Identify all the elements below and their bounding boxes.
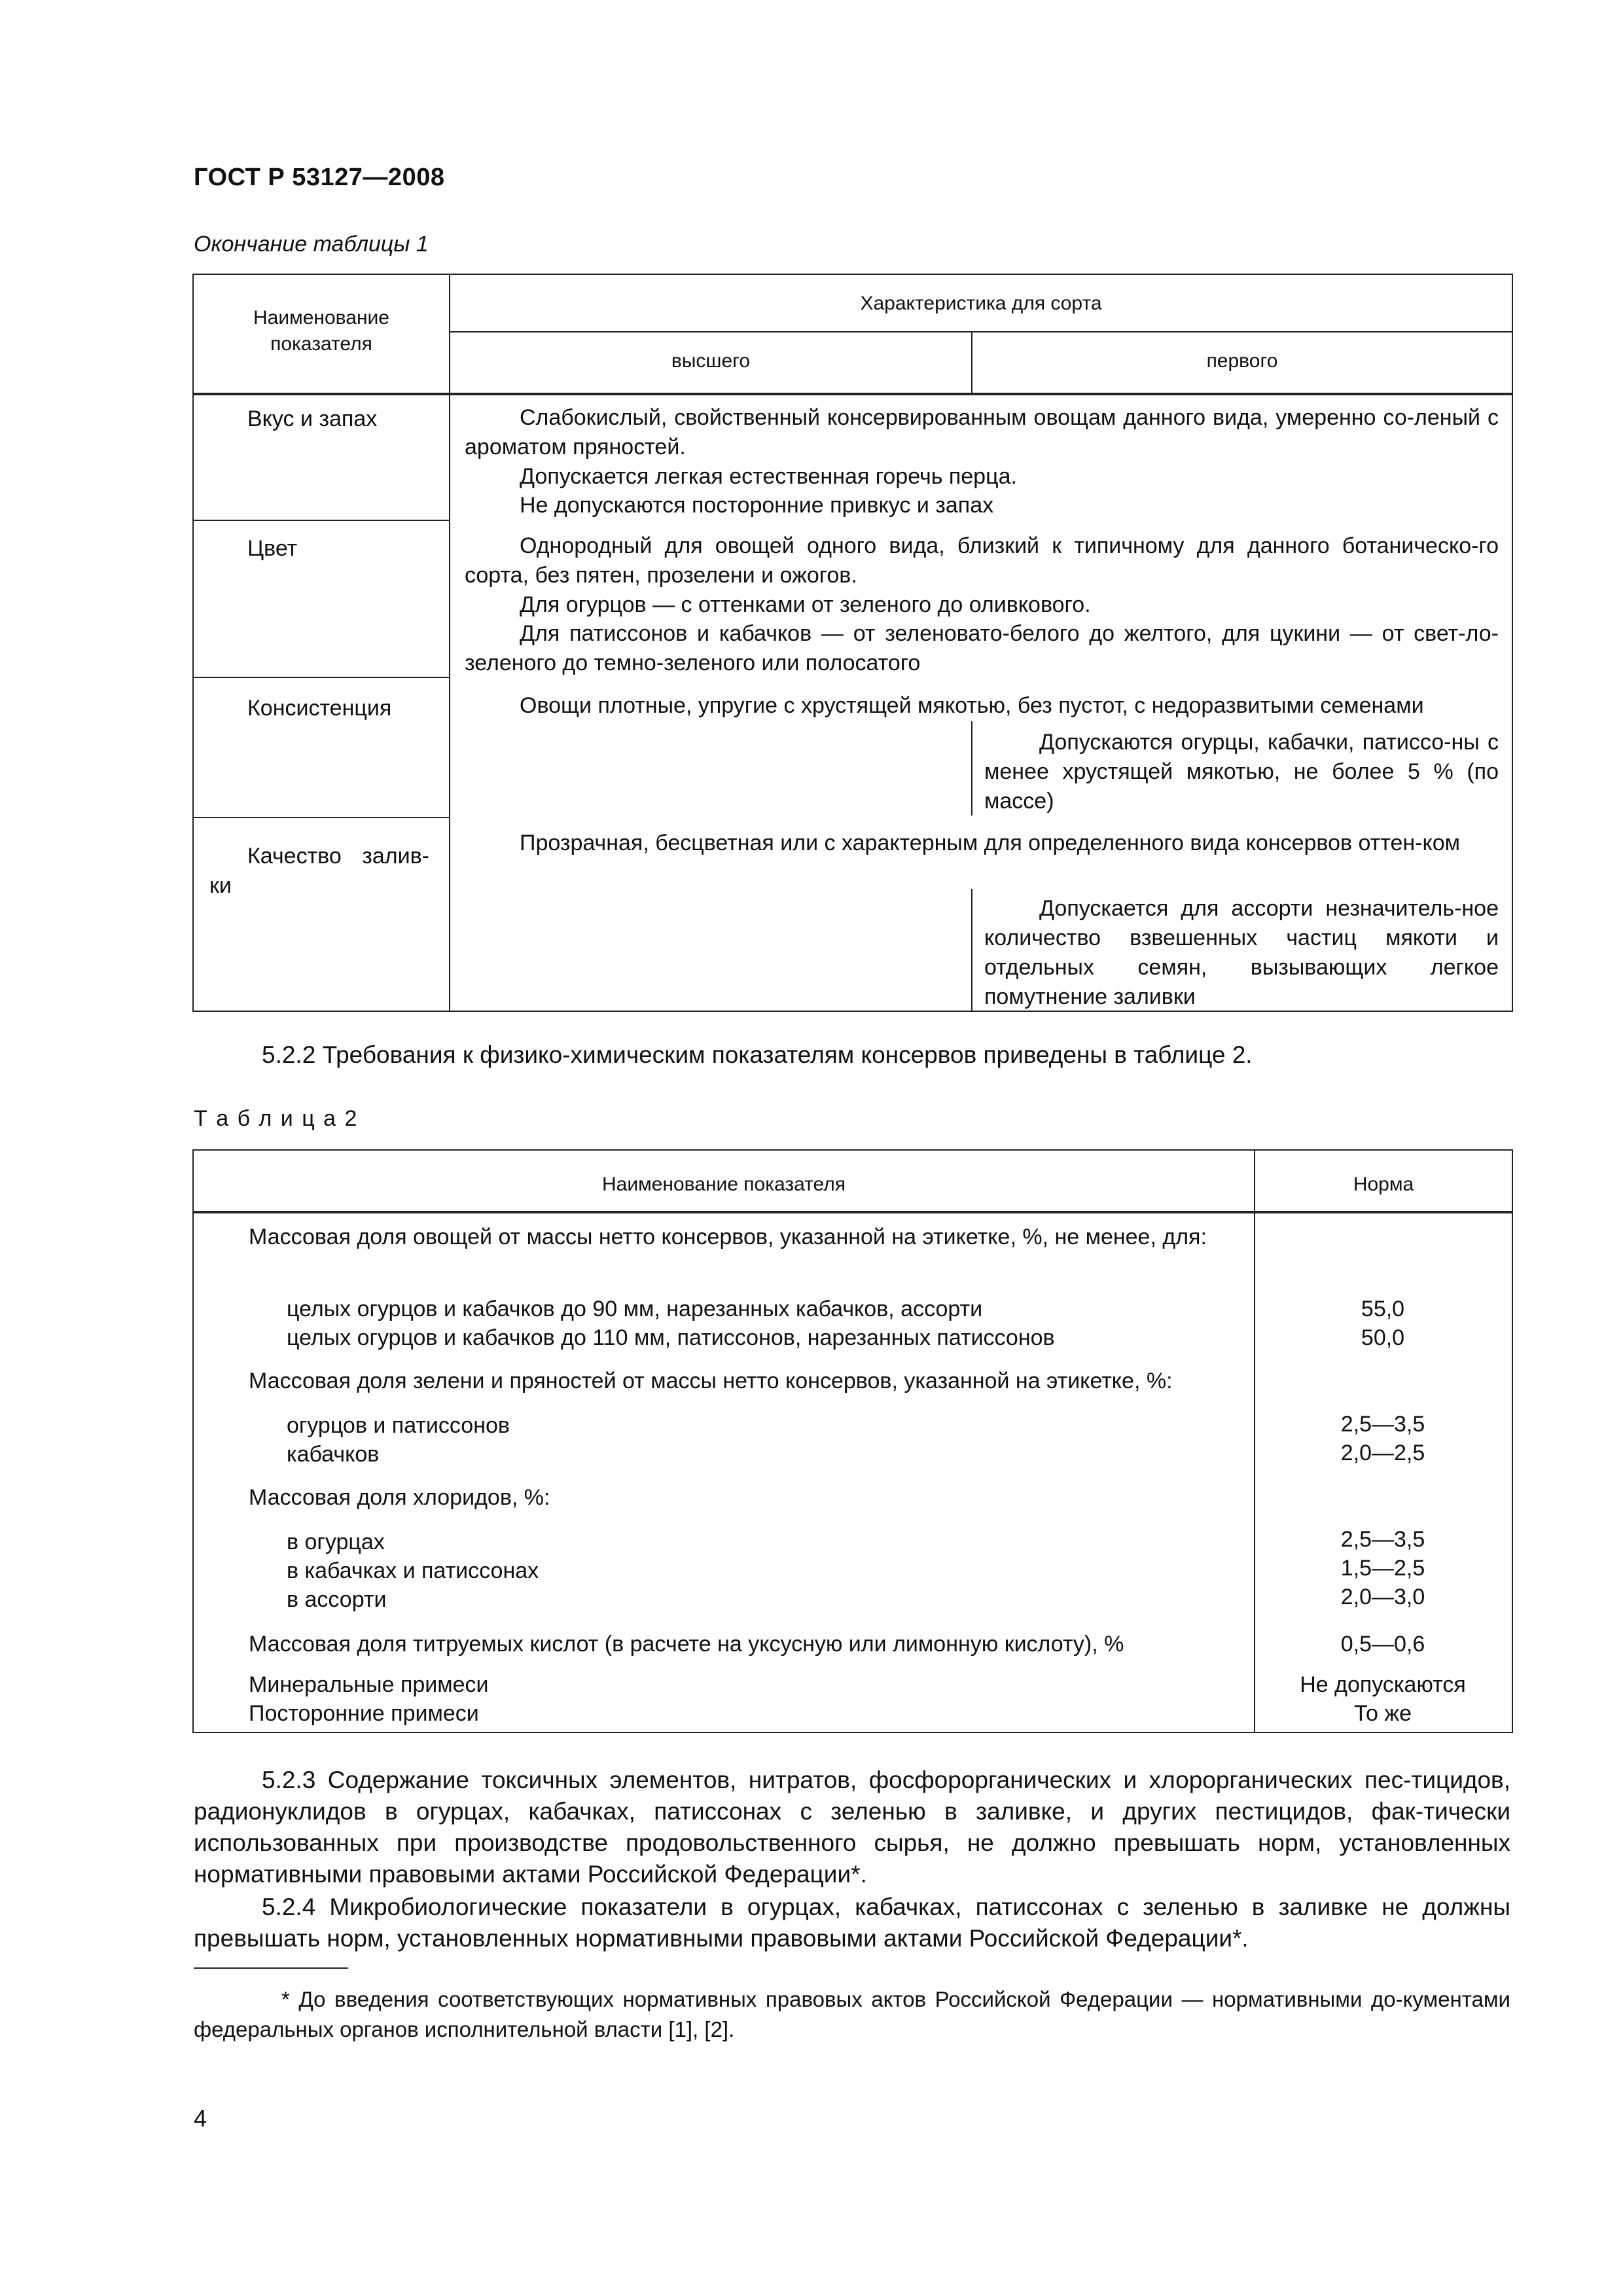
table1-col-name-line2: показателя: [270, 333, 372, 355]
table1-col-top-header: высшего: [671, 350, 751, 372]
table1-taste-text1: Слабокислый, свойственный консервированным овощам данного вида, умеренно со-леный с ароматом пряностей.: [465, 405, 1499, 459]
table1-consistency-text: Овощи плотные, упругие с хрустящей мякотью, без пустот, с недоразвитыми семенами: [520, 693, 1424, 718]
table2-greens-item-value: 2,5—3,5: [1340, 1412, 1425, 1437]
table2-caption: Т а б л и ц а 2: [194, 1106, 359, 1131]
table1-row-name-taste: Вкус и запах: [247, 406, 378, 431]
table1-brine-text: Прозрачная, бесцветная или с характерным для определенного вида консервов оттен-ком: [520, 831, 1460, 855]
table1-taste-text2: Допускается легкая естественная горечь перца.: [520, 464, 1017, 489]
table2-chloride-item-value: 2,5—3,5: [1340, 1527, 1425, 1552]
table2-chloride-item-label: в ассорти: [287, 1587, 387, 1612]
table2-chloride-item-value: 2,0—3,0: [1340, 1585, 1425, 1609]
table1-color-text3: Для патиссонов и кабачков — от зеленовато-белого до желтого, для цукини — от свет-ло-зеленого до темно-зеленого или полосатого: [465, 621, 1499, 675]
table1-row-name-brine: Качество залив-ки: [209, 844, 429, 898]
footnote-divider: [194, 1967, 348, 1969]
table2-col-name-header: Наименование показателя: [602, 1174, 846, 1195]
table2-chloride-item-value: 1,5—2,5: [1340, 1556, 1425, 1581]
table2-chloride-item-label: в огурцах: [287, 1530, 385, 1554]
footnote: * До введения соответствующих нормативных правовых актов Российской Федерации — нормативными до-кументами федеральных органов исполнительной власти [1], [2].: [194, 1987, 1510, 2041]
table2-veg-heading: Массовая доля овощей от массы нетто консервов, указанной на этикетке, %, не менее, для:: [249, 1225, 1207, 1249]
table1-taste-text3: Не допускаются посторонние привкус и запах: [520, 493, 994, 518]
table1-row-name-color: Цвет: [247, 536, 298, 561]
table1-color-text1: Однородный для овощей одного вида, близкий к типичному для данного ботаническо-го сорта, без пятен, прозелени и ожогов.: [465, 533, 1499, 588]
table2-mineral-value: Не допускаются: [1300, 1672, 1466, 1697]
table1-color-text2: Для огурцов — с оттенками от зеленого до оливкового.: [520, 592, 1091, 617]
table2-greens-item-value: 2,0—2,5: [1340, 1441, 1425, 1465]
table2-acid-label: Массовая доля титруемых кислот (в расчете на уксусную или лимонную кислоту), %: [249, 1632, 1124, 1657]
table2-veg-item-label: целых огурцов и кабачков до 110 мм, патиссонов, нарезанных патиссонов: [287, 1325, 1055, 1350]
table1-brine-first: Допускается для ассорти незначитель-ное количество взвешенных частиц мякоти и отдельных семян, вызывающих легкое помутнение заливки: [984, 896, 1499, 1009]
table2-acid-value: 0,5—0,6: [1340, 1632, 1425, 1657]
table1-col-name-line1: Наименование: [253, 307, 389, 329]
table-2: [192, 1149, 1513, 1733]
table2-mineral-label: Минеральные примеси: [249, 1672, 489, 1697]
table1-row-name-consistency: Консистенция: [247, 696, 392, 721]
table2-veg-item-value: 50,0: [1361, 1325, 1405, 1350]
table2-veg-item-label: целых огурцов и кабачков до 90 мм, нарезанных кабачков, ассорти: [287, 1297, 983, 1321]
table1-continuation-caption: Окончание таблицы 1: [194, 232, 429, 257]
page-number: 4: [194, 2105, 207, 2132]
paragraph-5-2-3: 5.2.3 Содержание токсичных элементов, нитратов, фосфорорганических и хлорорганических пес-тицидов, радионуклидов в огурцах, кабачках, патиссонах с зеленью в заливке, и других пестицидов, фак-тически использованных при производстве продовольственного сырья, не должно превышать норм, установленных нормативными правовыми актами Российской Федерации*.: [194, 1767, 1510, 1888]
table1-consistency-first: Допускаются огурцы, кабачки, патиссо-ны с менее хрустящей мякотью, не более 5 % (по массе): [984, 730, 1499, 814]
table2-veg-item-value: 55,0: [1361, 1297, 1405, 1321]
table1-col-group-header: Характеристика для сорта: [860, 293, 1102, 314]
table1-col-first-header: первого: [1206, 350, 1278, 372]
table1-col-name-header: [194, 305, 449, 357]
table2-foreign-label: Посторонние примеси: [249, 1701, 479, 1726]
table2-foreign-value: То же: [1353, 1701, 1412, 1726]
table2-chloride-heading: Массовая доля хлоридов, %:: [249, 1485, 550, 1510]
table2-greens-heading: Массовая доля зелени и пряностей от массы нетто консервов, указанной на этикетке, %:: [249, 1369, 1173, 1393]
paragraph-5-2-2: 5.2.2 Требования к физико-химическим показателям консервов приведены в таблице 2.: [262, 1041, 1253, 1068]
paragraph-5-2-4: 5.2.4 Микробиологические показатели в огурцах, кабачках, патиссонах с зеленью в заливке не должны превышать норм, установленных нормативными правовыми актами Российской Федерации*.: [194, 1893, 1510, 1952]
table-1: [192, 274, 1513, 1012]
document-header: ГОСТ Р 53127—2008: [194, 164, 445, 191]
table2-col-norm-header: Норма: [1353, 1174, 1414, 1195]
table2-chloride-item-label: в кабачках и патиссонах: [287, 1558, 539, 1583]
table2-greens-item-label: огурцов и патиссонов: [287, 1413, 510, 1438]
table2-greens-item-label: кабачков: [287, 1442, 380, 1467]
